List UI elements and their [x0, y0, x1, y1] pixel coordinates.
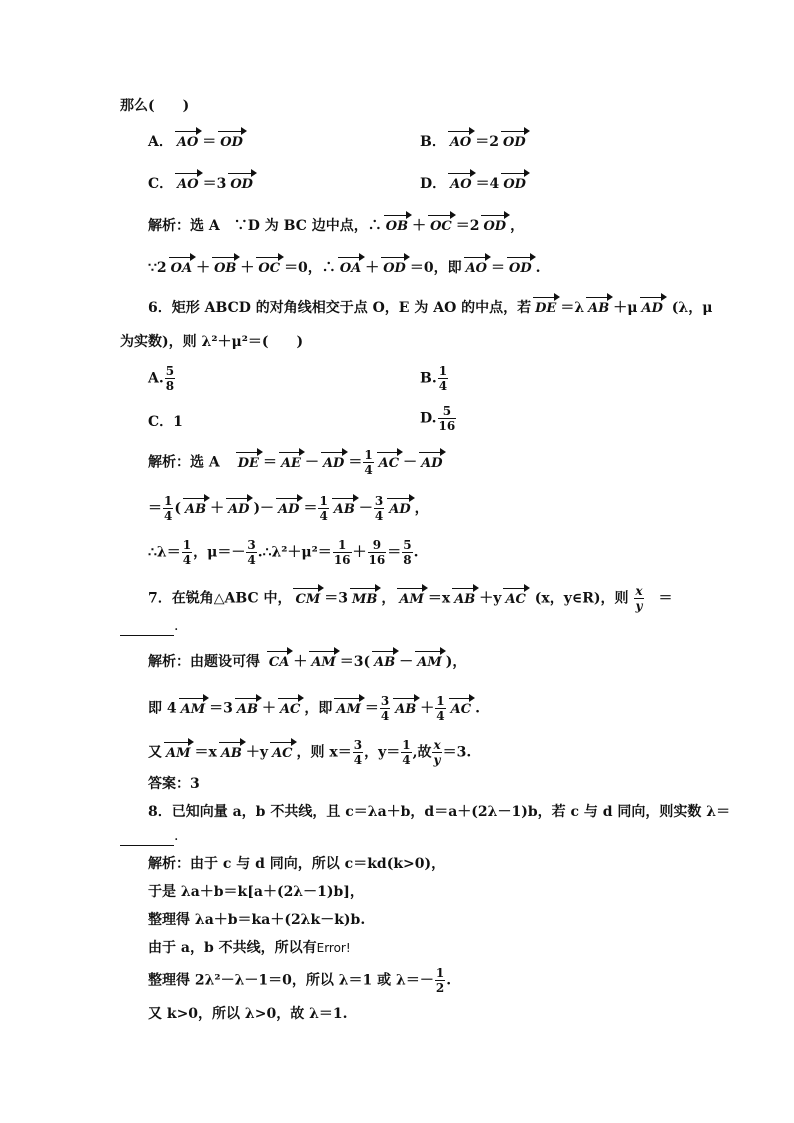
- q7-solution-line1: 解析：由题设可得 CA ＋ AM ＝3( AB － AM )，: [148, 654, 467, 670]
- q5-option-c: C． AO ＝3 OD: [148, 176, 253, 192]
- q6-option-c: C．1: [148, 414, 183, 430]
- q5-option-d: D． AO ＝4 OD: [420, 176, 526, 192]
- q6-stem-line1: 6．矩形 ABCD 的对角线相交于点 O，E 为 AO 的中点，若 DE ＝λ AB ＋μ AD (λ，μ: [148, 300, 713, 316]
- q6-solution-line1: 解析：选 A DE ＝ AE － AD ＝ $\frac{1}{4}$ AC － AD: [148, 448, 443, 477]
- q5-solution-line2: ∵2 OA ＋ OB ＋ OC ＝0，∴ OA ＋ OD ＝0，即 AO ＝ OD .: [148, 260, 541, 276]
- q5-stem-tail: 那么( ): [120, 98, 190, 114]
- q8-solution-line2: 于是 λa＋b＝k[a＋(2λ－1)b]，: [148, 884, 364, 900]
- q8-solution-line4: 由于 a，b 不共线，所以有Error!: [148, 940, 351, 956]
- q6-option-a: A. $\frac{5}{8}$: [148, 364, 175, 393]
- q5-option-a: A． AO ＝ OD: [148, 134, 243, 150]
- q7-stem-line1: 7．在锐角△ABC 中， CM ＝3 MB ， AM ＝x AB ＋y AC (x，y∈R)，则 $\frac{x}{y}$ ＝: [148, 584, 673, 613]
- q6-stem-line2: 为实数)，则 λ²＋μ²＝( ): [120, 334, 304, 350]
- q6-solution-line2: ＝ $\frac{1}{4}$ ( AB ＋ AD )－ AD ＝ $\frac{1}{4}$ AB － $\frac{3}{4}$ AD ，: [148, 494, 429, 523]
- q7-solution-line3: 又 AM ＝x AB ＋y AC ，则 x＝ $\frac{3}{4}$ ，y＝ $\frac{1}{4}$ ,故 $\frac{x}{y}$ ＝3.: [148, 738, 472, 767]
- q6-option-d: D. $\frac{5}{16}$: [420, 404, 456, 433]
- q6-solution-line3: ∴λ＝ $\frac{1}{4}$ ，μ＝－ $\frac{3}{4}$ .∴λ²＋μ²＝ $\frac{1}{16}$ ＋ $\frac{9}{16}$ ＝ $\frac{5}{8}$ .: [148, 538, 419, 567]
- q6-option-b: B. $\frac{1}{4}$: [420, 364, 448, 393]
- q5-option-b: B． AO ＝2 OD: [420, 134, 526, 150]
- q7-solution-line2: 即 4 AM ＝3 AB ＋ AC ，即 AM ＝ $\frac{3}{4}$ AB ＋ $\frac{1}{4}$ AC .: [148, 694, 480, 723]
- q8-solution-line3: 整理得 λa＋b＝ka＋(2λk－k)b.: [148, 912, 366, 928]
- q8-solution-line6: 又 k>0，所以 λ>0，故 λ＝1.: [148, 1006, 348, 1022]
- q8-solution-line5: 整理得 2λ²－λ－1＝0，所以 λ＝1 或 λ＝－ $\frac{1}{2}$ .: [148, 966, 452, 995]
- q7-answer-blank: .: [120, 616, 178, 636]
- q8-solution-line1: 解析：由于 c 与 d 同向，所以 c＝kd(k>0)，: [148, 856, 446, 872]
- q5-solution-line1: 解析：选 A ∵D 为 BC 边中点，∴ OB ＋ OC ＝2 OD ，: [148, 218, 525, 234]
- q8-answer-blank: .: [120, 826, 178, 846]
- error-text: Error!: [316, 941, 351, 955]
- q7-answer: 答案：3: [148, 776, 200, 792]
- q8-stem: 8．已知向量 a，b 不共线，且 c＝λa＋b，d＝a＋(2λ－1)b，若 c 与 d 同向，则实数 λ＝: [148, 804, 731, 820]
